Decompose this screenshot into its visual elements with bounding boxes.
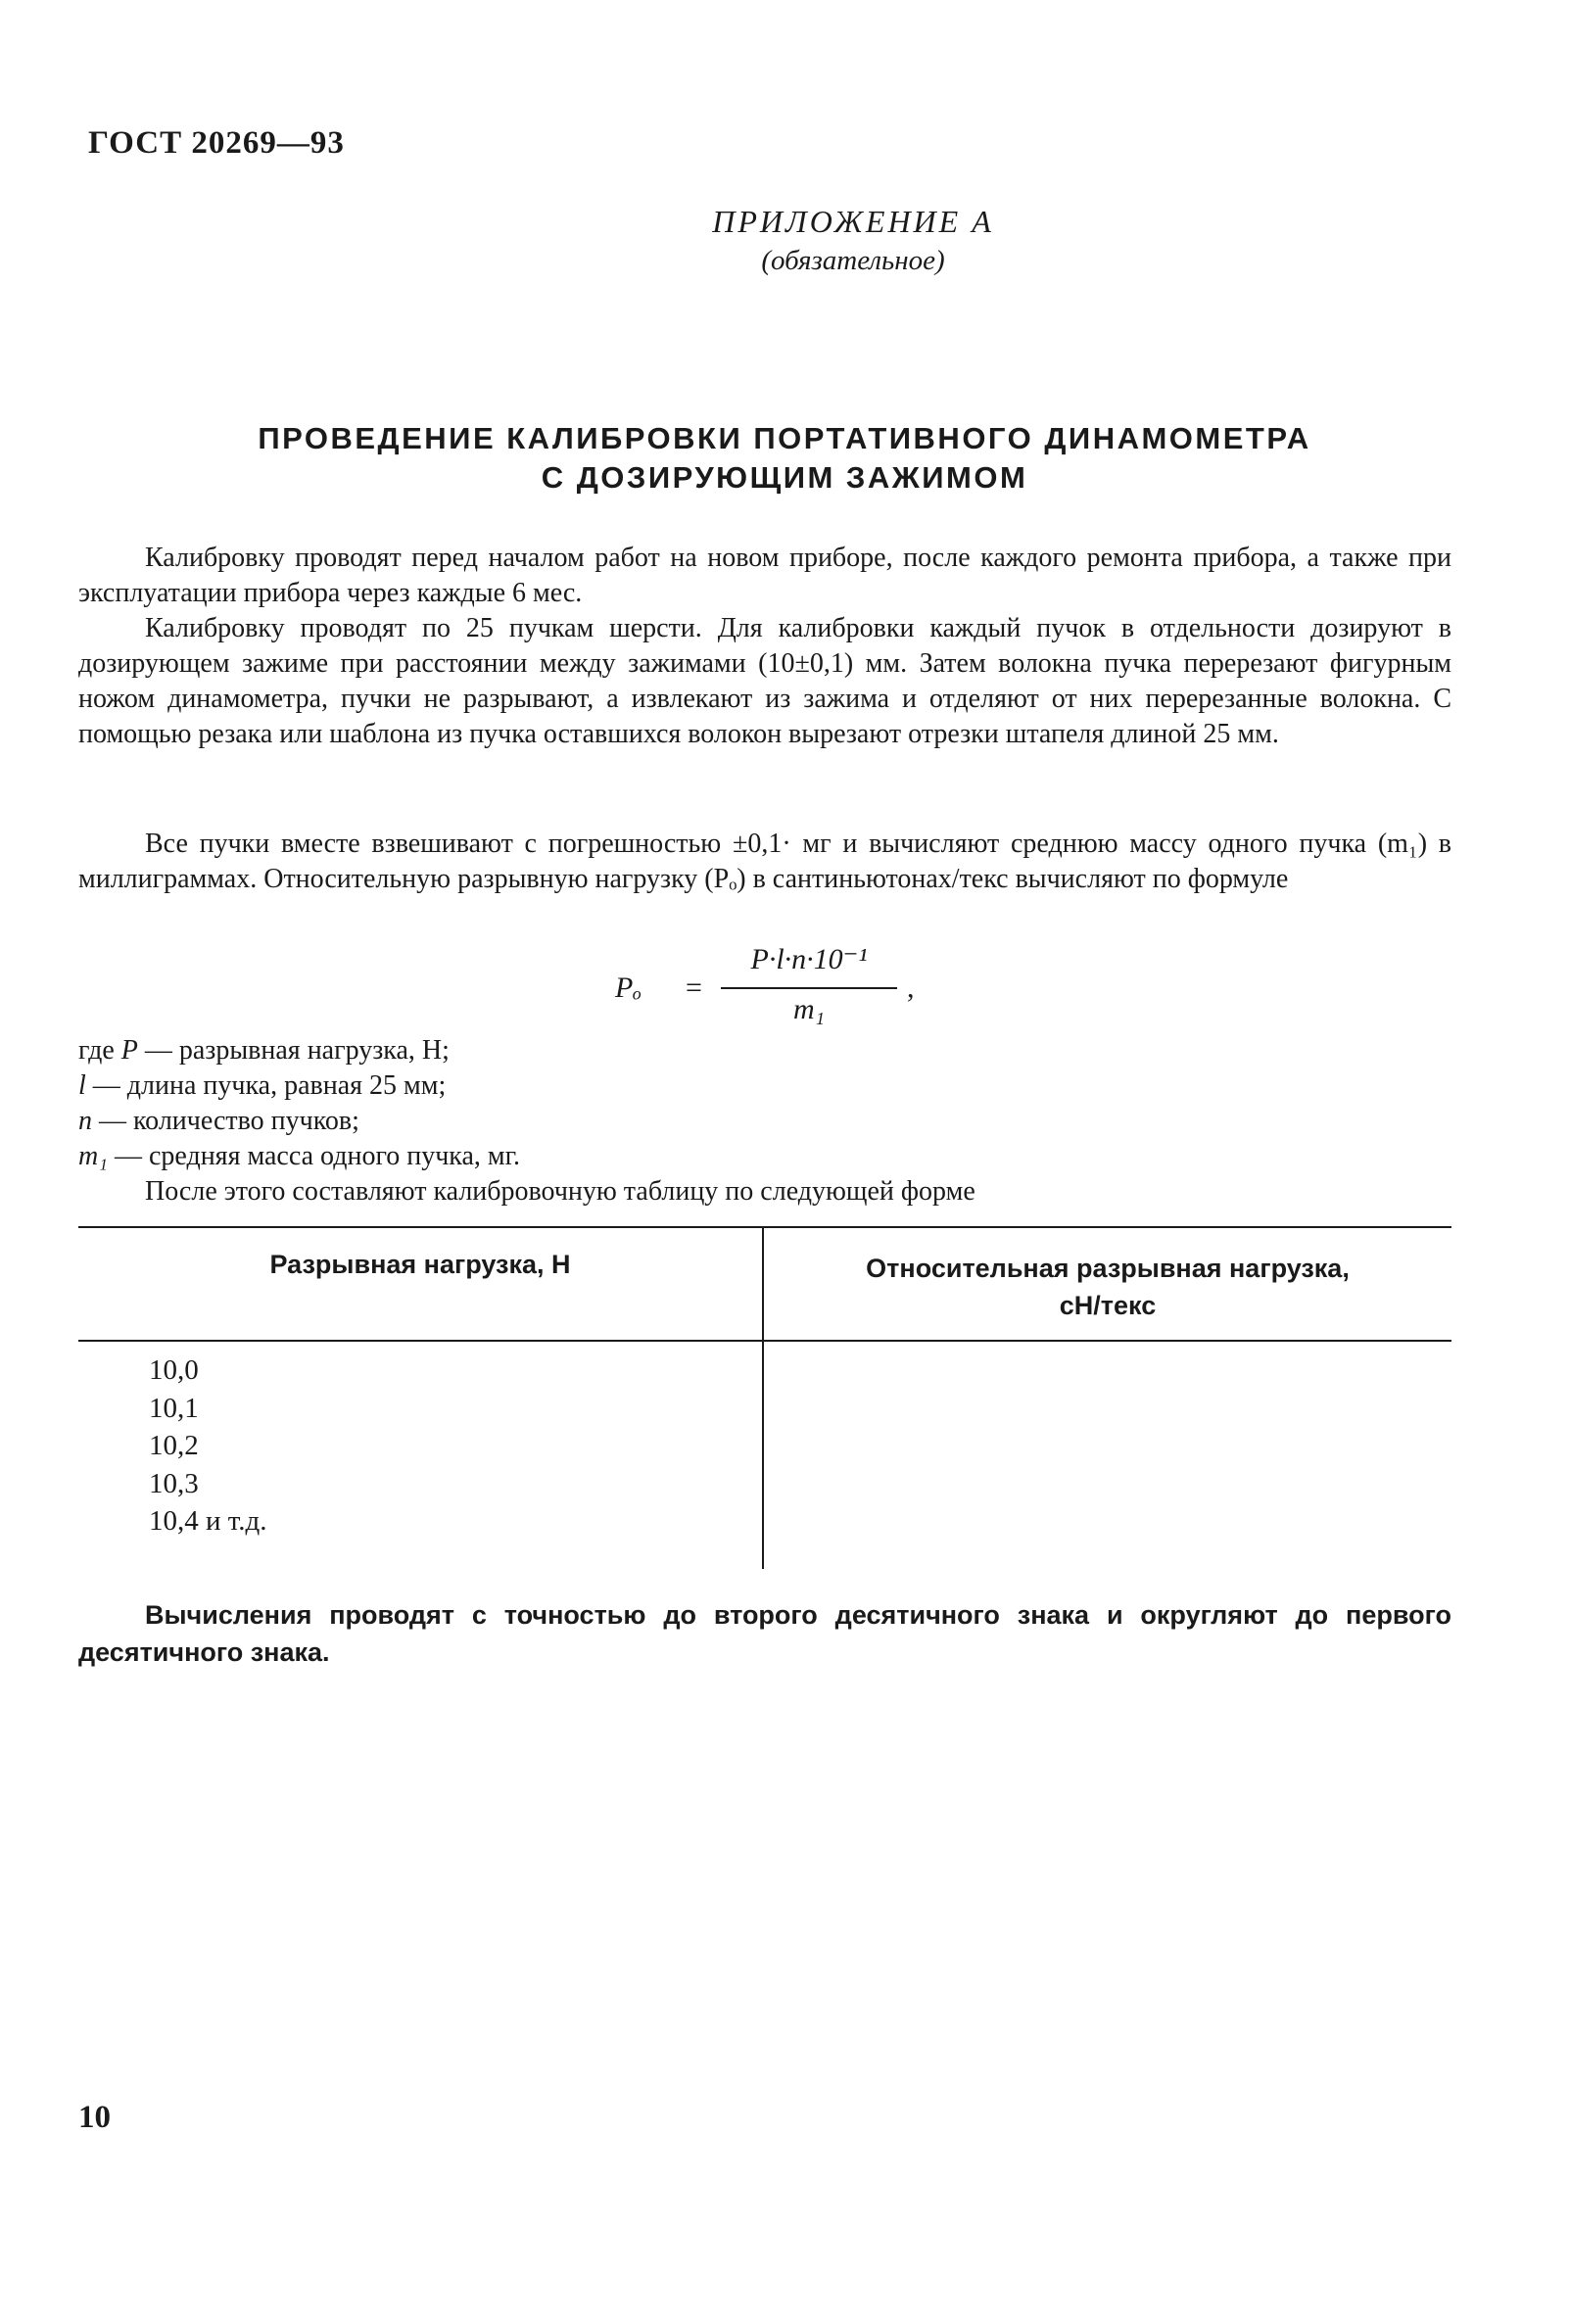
appendix-subtitle: (обязательное) xyxy=(761,245,945,276)
table-header-rule xyxy=(78,1340,1451,1342)
definition-symbol: n xyxy=(78,1106,92,1136)
definition-text: — разрывная нагрузка, Н; xyxy=(137,1035,450,1066)
document-code: ГОСТ 20269—93 xyxy=(88,125,345,161)
definition-item xyxy=(78,1139,520,1174)
formula-equals: = xyxy=(686,972,702,1004)
paragraph-calibration-procedure xyxy=(78,611,1451,752)
definition-item xyxy=(78,1033,520,1068)
definition-symbol: P xyxy=(120,1035,138,1066)
section-title-line-1: ПРОВЕДЕНИЕ КАЛИБРОВКИ ПОРТАТИВНОГО ДИНАМОМЕТРА xyxy=(258,421,1311,455)
table-rows xyxy=(149,1352,267,1541)
table-row: 10,0 xyxy=(149,1354,199,1386)
definition-text: — средняя масса одного пучка, мг. xyxy=(107,1141,520,1171)
formula-comma: , xyxy=(907,972,915,1004)
table-header-relative-load xyxy=(764,1250,1451,1324)
definition-item xyxy=(78,1104,520,1139)
page-number: 10 xyxy=(78,2100,111,2135)
paragraph-calibration-schedule xyxy=(78,541,1451,611)
table-intro-text: После этого составляют калибровочную таблицу по следующей форме xyxy=(145,1176,975,1207)
definition-text: — количество пучков; xyxy=(92,1106,359,1136)
formula-denominator: m₁ xyxy=(792,993,826,1025)
table-row: 10,2 xyxy=(149,1430,199,1461)
paragraph-text: Калибровку проводят по 25 пучкам шерсти. Для калибровки каждый пучок в отдельности дозируют в дозирующем зажиме при расстоянии между зажимами (10±0,1) мм. Затем волокна пучка перерезают фигурным ножом динамометра, пучки не разрывают, а извлекают из зажима и отделяют от них перерезанные волокна. С помощью резака или шаблона из пучка оставшихся волокон вырезают отрезки штапеля длиной 25 мм. xyxy=(78,613,1451,749)
table-top-rule xyxy=(78,1226,1451,1228)
fraction-bar xyxy=(721,987,897,989)
definition-text: — длина пучка, равная 25 мм; xyxy=(85,1070,447,1101)
paragraph-weighing xyxy=(78,827,1451,897)
calibration-table xyxy=(78,1226,1451,1569)
table-header-breaking-load: Разрывная нагрузка, Н xyxy=(269,1250,571,1279)
definition-prefix: где xyxy=(78,1035,121,1066)
paragraph-rounding: Вычисления проводят с точностью до второго десятичного знака и округляют до первого десятичного знака. xyxy=(78,1600,1451,1667)
definition-item xyxy=(78,1068,520,1104)
formula-numerator: P·l·n·10⁻¹ xyxy=(750,943,868,975)
formula xyxy=(615,942,928,1030)
table-row: 10,4 и т.д. xyxy=(149,1505,267,1537)
table-header-line: Относительная разрывная нагрузка, xyxy=(866,1254,1350,1283)
section-title xyxy=(0,419,1569,498)
definition-symbol: m₁ xyxy=(78,1141,108,1171)
appendix-title: ПРИЛОЖЕНИЕ А xyxy=(712,204,994,239)
definition-symbol: l xyxy=(78,1070,86,1101)
table-header-line: сН/текс xyxy=(1059,1291,1157,1320)
table-row: 10,1 xyxy=(149,1392,199,1424)
section-title-line-2: С ДОЗИРУЮЩИМ ЗАЖИМОМ xyxy=(541,460,1028,495)
paragraph-text: Калибровку проводят перед началом работ на новом приборе, после каждого ремонта прибора, а также при эксплуатации прибора через каждые 6 мес. xyxy=(78,543,1451,608)
paragraph-text: Все пучки вместе взвешивают с погрешностью ±0,1· мг и вычисляют среднюю массу одного пучка (m₁) в миллиграммах. Относительную разрывную нагрузку (Pₒ) в сантиньютонах/текс вычисляют по формуле xyxy=(78,829,1451,894)
formula-lhs: Pₒ xyxy=(615,972,642,1004)
table-row: 10,3 xyxy=(149,1467,199,1499)
definitions-list xyxy=(78,1033,520,1174)
